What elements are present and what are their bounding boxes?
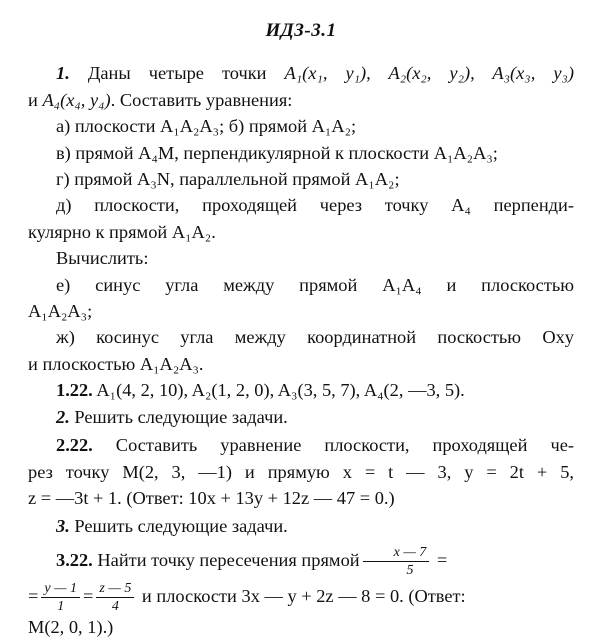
item-v: в) прямой A₄M, перпендикулярной к плоскости A₁A₂A₃; <box>56 142 498 163</box>
problem-3-22-line2: = $\frac{y — 1}{1}$ = $\frac{z — 5}{4}$ и плоскости 3x — y + 2z — 8 = 0. (Ответ: <box>28 581 466 615</box>
task-3-header: 3. Решить следующие задачи. <box>56 516 288 537</box>
problem-1-intro-cont: и A₄(x₄, y₄). Составить уравнения: <box>28 89 293 110</box>
fraction-x: $\frac{x — 7}{5}$ <box>363 545 430 578</box>
problem-1-number: 1. <box>56 63 70 84</box>
item-zh-line2: и плоскостью A₁A₂A₃. <box>28 353 204 374</box>
problem-2-22-line2: рез точку M(2, 3, —1) и прямую x = t — 3, y = 2t + 5, <box>28 461 574 482</box>
problem-2-22-number: 2.22. <box>56 435 93 456</box>
fraction-y: $\frac{y — 1}{1}$ <box>41 581 80 614</box>
problem-1-intro: 1. Даны четыре точки A₁(x₁, y₁), A₂(x₂, y₂), A₃(x₃, y₃) <box>56 63 575 84</box>
problem-3-22-answer: M(2, 0, 1).) <box>28 617 114 638</box>
compute-label: Вычислить: <box>56 248 149 269</box>
problem-2-22-line1: 2.22. Составить уравнение плоскости, проходящей че- <box>56 435 574 456</box>
item-e-line1: е) синус угла между прямой A₁A₄ и плоскостью <box>56 274 574 295</box>
fraction-z: $\frac{z — 5}{4}$ <box>96 581 134 614</box>
item-zh-line1: ж) косинус угла между координатной поскостью Oxy <box>56 327 574 348</box>
problem-2-22-line3: z = —3t + 1. (Ответ: 10x + 13y + 12z — 47 = 0.) <box>28 487 395 508</box>
variant-1-22-number: 1.22. <box>56 380 93 401</box>
item-d-line2: кулярно к прямой A₁A₂. <box>28 221 216 242</box>
item-d-line1: д) плоскости, проходящей через точку A₄ перпенди- <box>56 195 574 216</box>
item-a-b: а) плоскости A₁A₂A₃; б) прямой A₁A₂; <box>56 116 357 137</box>
point-a4: A₄(x₄, y₄) <box>42 89 111 110</box>
item-e-line2: A₁A₂A₃; <box>28 301 93 322</box>
item-g: г) прямой A₃N, параллельной прямой A₁A₂; <box>56 169 400 190</box>
task-2-header: 2. Решить следующие задачи. <box>56 406 288 427</box>
page-title: ИДЗ-3.1 <box>265 20 337 41</box>
problem-3-22-line1: 3.22. Найти точку пересечения прямой $\frac{x — 7}{5}$ = <box>56 545 448 578</box>
problem-3-22-number: 3.22. <box>56 549 93 570</box>
points-a1-a3: A₁(x₁, y₁), A₂(x₂, y₂), A₃(x₃, y₃) <box>284 63 575 84</box>
variant-1-22-points: A₁(4, 2, 10), A₂(1, 2, 0), A₃(3, 5, 7), A₄(2, —3, 5). <box>96 380 465 401</box>
variant-1-22 <box>28 377 574 403</box>
